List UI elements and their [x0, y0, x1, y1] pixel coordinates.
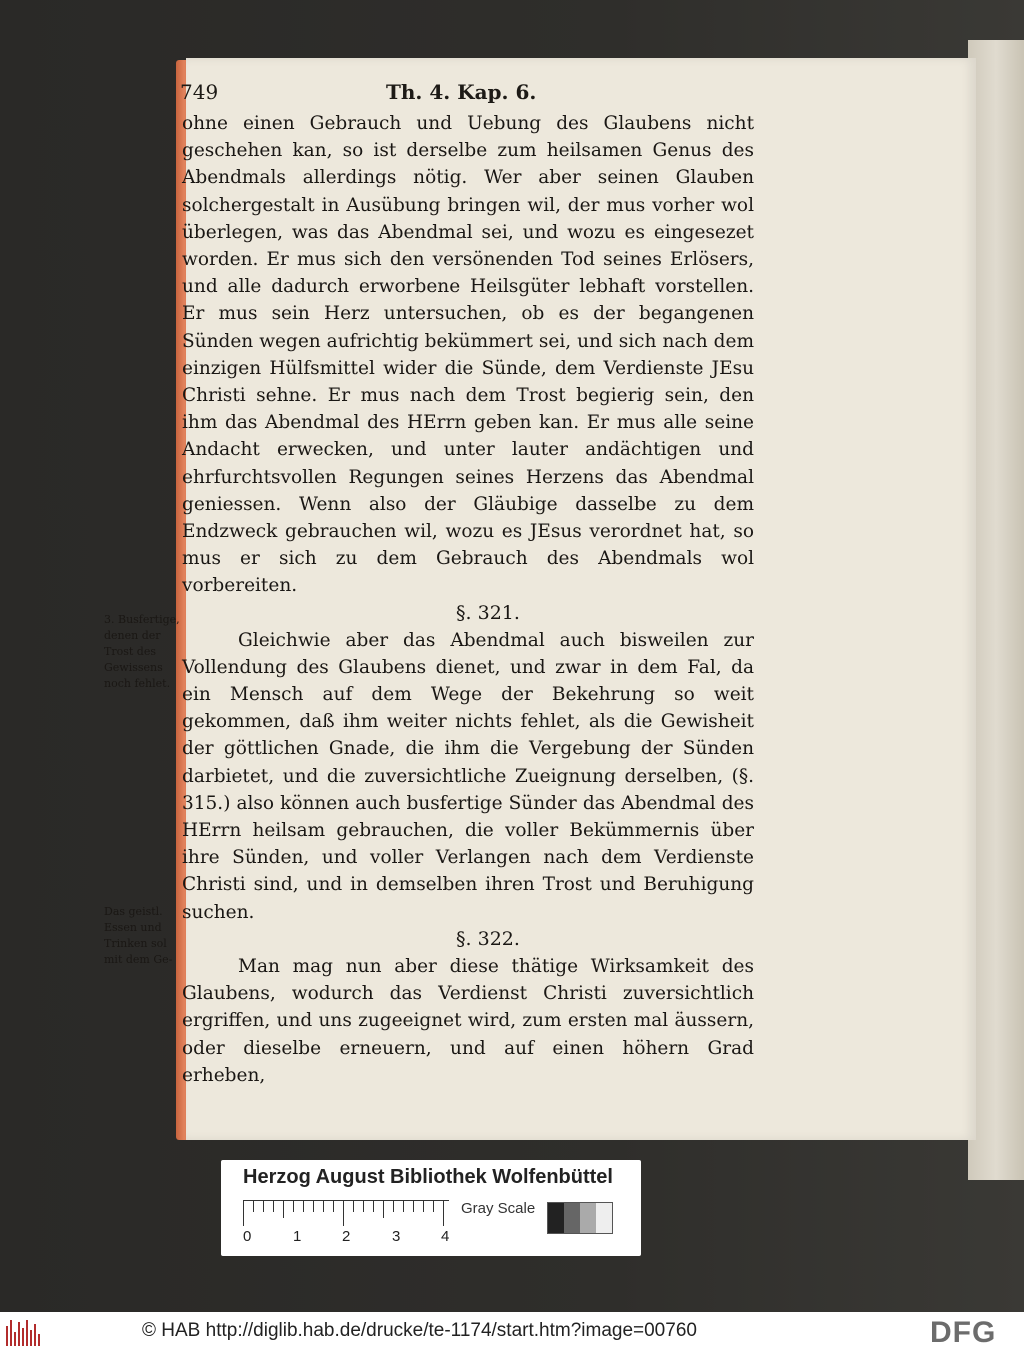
adjacent-page-edge: [968, 40, 1024, 1180]
ruler-number-3: 3: [392, 1228, 401, 1245]
copyright-link[interactable]: © HAB http://diglib.hab.de/drucke/te-1174/start.htm?image=00760: [142, 1320, 697, 1341]
section-heading-321: §. 321.: [456, 601, 520, 624]
page-number: 749: [180, 80, 219, 104]
color-scale-card: [221, 1160, 641, 1256]
margin-note-2: Das geistl. Essen und Trinken sol mit dem Ge-: [104, 905, 173, 966]
running-head: Th. 4. Kap. 6.: [386, 80, 537, 104]
gray-scale-label: Gray Scale: [461, 1200, 536, 1217]
gray-scale-swatches: [547, 1202, 613, 1234]
section-heading-322: §. 322.: [456, 927, 520, 950]
page-header: [180, 80, 740, 110]
paragraph-2: Gleichwie aber das Abendmal auch bisweilen zur Vollendung des Glaubens dienet, und zwar in dem Fal, da ein Mensch auf dem Wege der Bekehrung so weit gekommen, daß ihm weiter nichts fehlet, als die Gewisheit der göttlichen Gnade, die ihm die Vergebung der Sünden darbietet, und die zuversichtliche Zueignung derselben, (§. 315.) also können auch busfertige Sünder das Abendmal des HErrn heilsam gebrauchen, die voller Bekümmernis über ihre Sünden, und voller Verlangen nach dem Verdienste Christi sind, und in demselben ihren Trost und Beruhigung suchen.: [182, 629, 754, 923]
paragraph-1: ohne einen Gebrauch und Uebung des Glaubens nicht geschehen kan, so ist derselbe zum heilsamen Genus des Abendmals allerdings nötig. Wer aber seinen Glauben solchergestalt in Ausübung bringen wil, der mus vorher wol überlegen, was das Abendmal sei, und wozu es eingesezet worden. Er mus sich den versönenden Tod seines Erlösers, und alle dadurch erworbene Heilsgüter lebhaft vorstellen. Er mus sein Herz untersuchen, ob es der begangenen Sünden wegen aufrichtig bekümmert sei, und sich nach dem einzigen Hülfsmittel wider die Sünde, dem Verdienste JEsu Christi sehne. Er mus nach dem Trost begierig sein, den ihm das Abendmal des HErrn geben kan. Er mus alle seine Andacht erwecken, und unter lauter andächtigen und ehrfurchtsvollen Regungen seines Herzens das Abendmal geniessen. Wenn also der Gläubige dasselbe zu dem Endzweck gebrauchen wil, wozu es JEsus verordnet hat, so mus er sich zu dem Gebrauch des Abendmals wol vorbereiten.: [182, 113, 754, 597]
ruler-number-1: 1: [293, 1228, 302, 1245]
dfg-logo: DFG: [930, 1316, 997, 1349]
paragraph-3: Man mag nun aber diese thätige Wirksamkeit des Glaubens, wodurch das Verdienst Christi zuversichtlich ergriffen, und uns zugeeignet wird, zum ersten mal äussern, oder dieselbe erneuern, und auf einen höhern Grad erheben,: [182, 955, 754, 1086]
ruler-number-4: 4: [441, 1228, 450, 1245]
library-title: Herzog August Bibliothek Wolfenbüttel: [243, 1166, 613, 1188]
ruler: [243, 1200, 453, 1230]
ruler-number-0: 0: [243, 1228, 252, 1245]
hab-logo-icon: [6, 1320, 40, 1346]
ruler-numbers: [243, 1228, 473, 1248]
page-body: [182, 110, 754, 1089]
margin-note-1: 3. Busfertige, denen der Trost des Gewissens noch fehlet.: [104, 613, 180, 690]
ruler-number-2: 2: [342, 1228, 351, 1245]
